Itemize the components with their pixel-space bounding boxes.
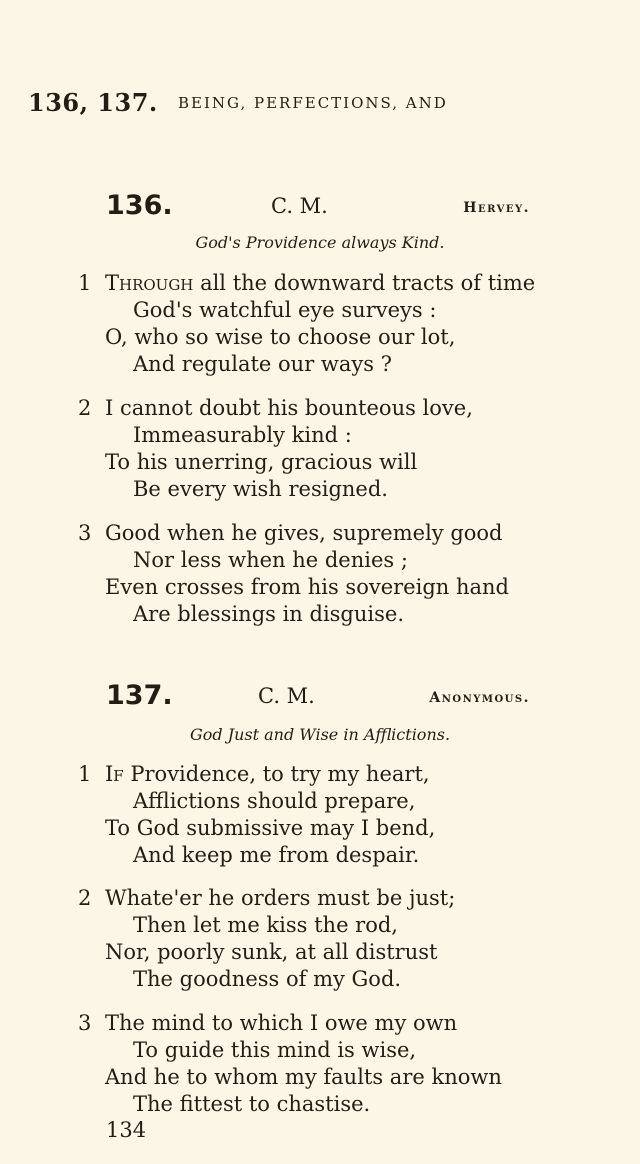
verse-line: And keep me from despair. bbox=[133, 843, 420, 867]
hymn-meter: C. M. bbox=[271, 194, 328, 218]
verse-line bbox=[78, 270, 578, 297]
hymn-137-subtitle: God Just and Wise in Afflictions. bbox=[189, 725, 451, 744]
verse-line-text: Good when he gives, supremely good bbox=[105, 521, 503, 545]
stanza-number: 2 bbox=[78, 396, 92, 420]
verse-line: And he to whom my faults are known bbox=[105, 1065, 502, 1089]
verse-line bbox=[78, 761, 578, 788]
hymn-137-header bbox=[106, 680, 530, 714]
hymn-author: Hervey. bbox=[463, 200, 530, 216]
page-folio: 134 bbox=[106, 1118, 147, 1142]
verse-line: Then let me kiss the rod, bbox=[133, 913, 398, 937]
verse-line: And regulate our ways ? bbox=[133, 352, 392, 376]
hymn-136-stanza-3 bbox=[78, 520, 578, 628]
verse-initial-word: If bbox=[105, 762, 124, 786]
hymn-author: Anonymous. bbox=[429, 690, 530, 706]
hymn-136-stanza-1 bbox=[78, 270, 578, 378]
verse-line: God's watchful eye surveys : bbox=[133, 298, 437, 322]
verse-line: The goodness of my God. bbox=[133, 967, 402, 991]
verse-line: Be every wish resigned. bbox=[133, 477, 388, 501]
verse-line: Nor less when he denies ; bbox=[133, 548, 408, 572]
verse-line: To his unerring, gracious will bbox=[105, 450, 418, 474]
verse-line: To guide this mind is wise, bbox=[133, 1038, 417, 1062]
verse-line-text: I cannot doubt his bounteous love, bbox=[105, 396, 473, 420]
verse-line-text: Providence, to try my heart, bbox=[123, 762, 430, 786]
hymn-number: 137. bbox=[106, 680, 173, 711]
verse-line: Afflictions should prepare, bbox=[133, 789, 416, 813]
stanza-number: 1 bbox=[78, 271, 92, 295]
verse-line: To God submissive may I bend, bbox=[105, 816, 436, 840]
verse-line: Are blessings in disguise. bbox=[133, 602, 405, 626]
running-head bbox=[28, 88, 628, 118]
running-head-page-numbers: 136, 137. bbox=[28, 88, 158, 117]
verse-line-text: all the downward tracts of time bbox=[193, 271, 536, 295]
hymn-136-subtitle: God's Providence always Kind. bbox=[195, 233, 445, 252]
hymn-137-stanza-3 bbox=[78, 1010, 578, 1118]
verse-line bbox=[78, 885, 578, 912]
verse-line bbox=[78, 395, 578, 422]
hymn-number: 136. bbox=[106, 190, 173, 221]
verse-line-text: The mind to which I owe my own bbox=[105, 1011, 458, 1035]
verse-line: O, who so wise to choose our lot, bbox=[105, 325, 456, 349]
verse-line: Nor, poorly sunk, at all distrust bbox=[105, 940, 438, 964]
verse-initial-word: Through bbox=[105, 271, 194, 295]
hymn-136-header bbox=[106, 190, 530, 224]
stanza-number: 1 bbox=[78, 762, 92, 786]
hymn-137-stanza-1 bbox=[78, 761, 578, 869]
running-head-title: BEING, PERFECTIONS, AND bbox=[178, 94, 448, 112]
stanza-number: 3 bbox=[78, 521, 92, 545]
verse-line bbox=[78, 1010, 578, 1037]
verse-line: Immeasurably kind : bbox=[133, 423, 352, 447]
hymn-137-stanza-2 bbox=[78, 885, 578, 993]
hymn-meter: C. M. bbox=[258, 684, 315, 708]
verse-line: The fittest to chastise. bbox=[133, 1092, 371, 1116]
verse-line-text: Whate'er he orders must be just; bbox=[105, 886, 456, 910]
stanza-number: 2 bbox=[78, 886, 92, 910]
verse-line: Even crosses from his sovereign hand bbox=[105, 575, 509, 599]
verse-line bbox=[78, 520, 578, 547]
stanza-number: 3 bbox=[78, 1011, 92, 1035]
hymn-136-stanza-2 bbox=[78, 395, 578, 503]
